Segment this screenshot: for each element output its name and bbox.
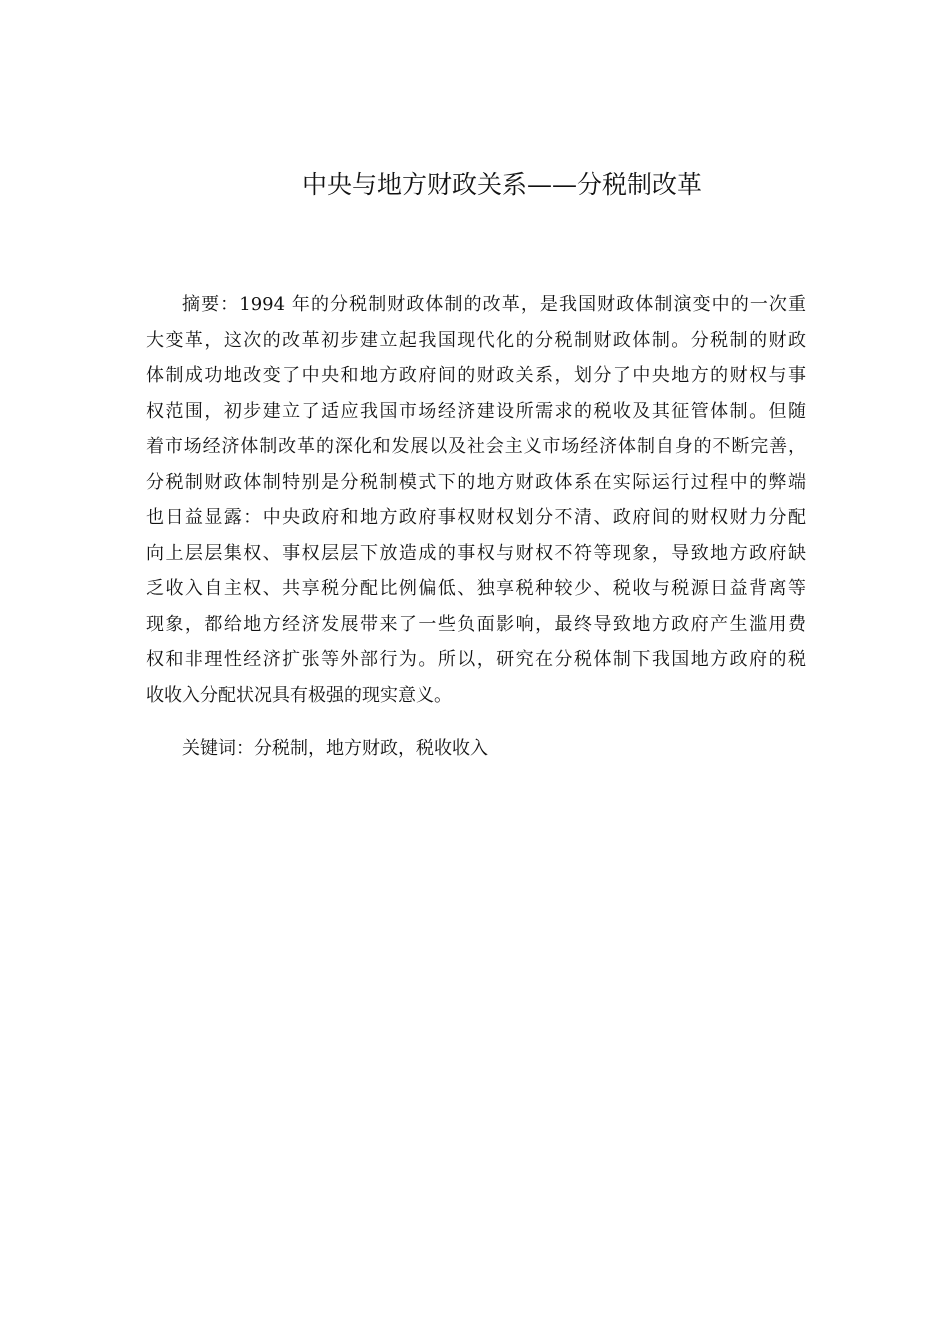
abstract-line: 着市场经济体制改革的深化和发展以及社会主义市场经济体制自身的不断完善， (146, 436, 806, 457)
abstract-line: 大变革，这次的改革初步建立起我国现代化的分税制财政体制。分税制的财政 (146, 329, 806, 351)
abstract-line: 收收入分配状况具有极强的现实意义。 (146, 684, 452, 706)
abstract-paragraph (146, 287, 806, 713)
abstract-line: 乏收入自主权、共享税分配比例偏低、独享税种较少、税收与税源日益背离等 (146, 578, 806, 599)
keywords-line: 关键词：分税制，地方财政，税收收入 (182, 738, 488, 759)
abstract-line: 体制成功地改变了中央和地方政府间的财政关系，划分了中央地方的财权与事 (146, 365, 806, 386)
abstract-line: 现象，都给地方经济发展带来了一些负面影响，最终导致地方政府产生滥用费 (146, 613, 806, 635)
abstract-line: 摘要：1994 年的分税制财政体制的改革，是我国财政体制演变中的一次重 (182, 294, 806, 315)
abstract-line: 权和非理性经济扩张等外部行为。所以，研究在分税体制下我国地方政府的税 (146, 649, 806, 670)
abstract-line: 也日益显露：中央政府和地方政府事权财权划分不清、政府间的财权财力分配 (146, 507, 806, 528)
abstract-line: 向上层层集权、事权层层下放造成的事权与财权不符等现象，导致地方政府缺 (146, 542, 806, 564)
abstract-line: 权范围，初步建立了适应我国市场经济建设所需求的税收及其征管体制。但随 (146, 400, 806, 422)
abstract-line: 分税制财政体制特别是分税制模式下的地方财政体系在实际运行过程中的弊端 (146, 471, 806, 493)
document-title: 中央与地方财政关系——分税制改革 (301, 170, 702, 199)
